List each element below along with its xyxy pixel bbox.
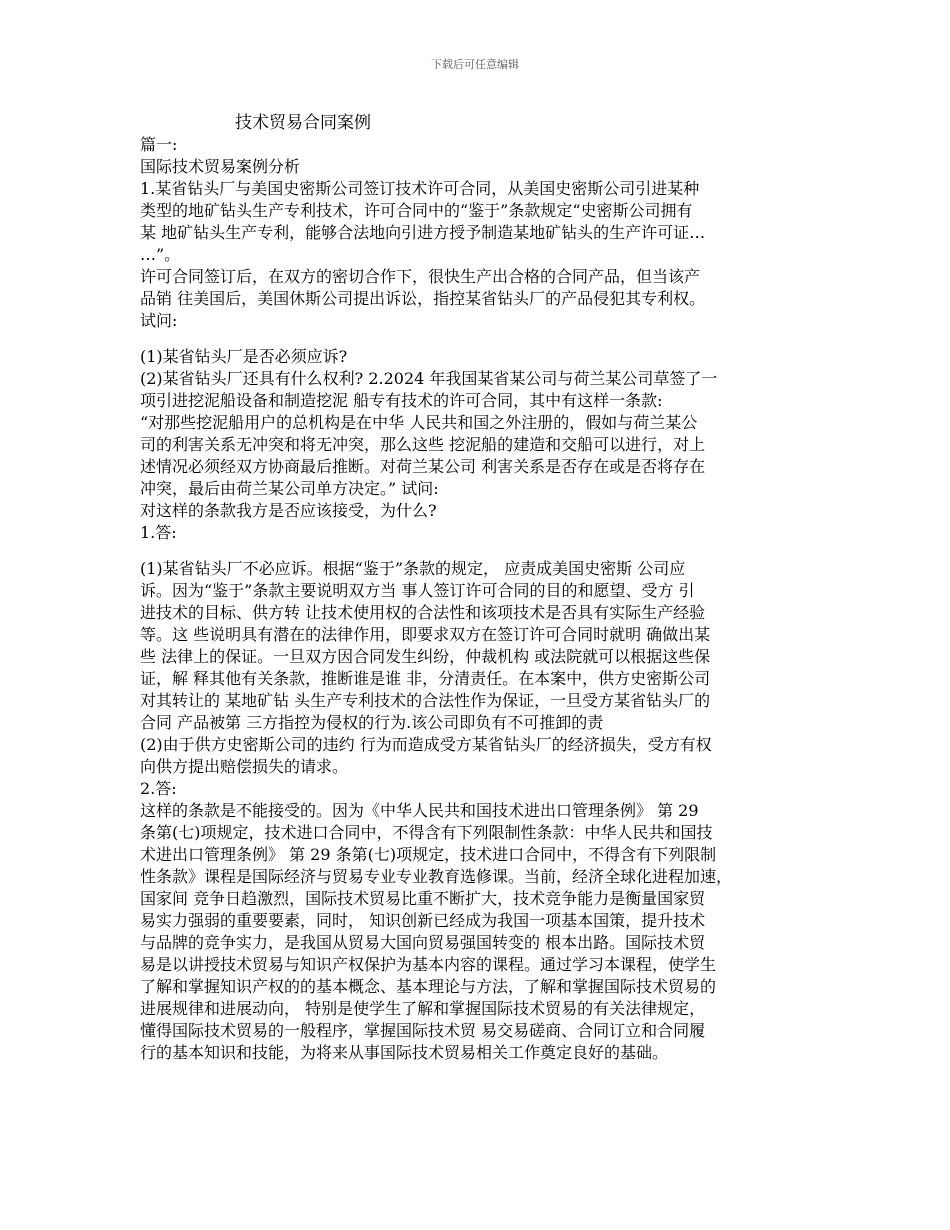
text-line: 类型的地矿钻头生产专利技术，许可合同中的“鉴于”条款规定“史密斯公司拥有 bbox=[140, 201, 693, 220]
text-line: 篇一: bbox=[140, 135, 178, 154]
blank-line bbox=[140, 544, 830, 558]
text-line: 条第(七)项规定，技术进口合同中，不得含有下列限制性条款：中华人民共和国技 bbox=[140, 823, 713, 842]
text-line: 易实力强弱的重要要素，同时， 知识创新已经成为我国一项基本国策，提升技术 bbox=[140, 911, 706, 930]
text-line: 冲突，最后由荷兰某公司单方决定。” 试问: bbox=[140, 479, 439, 498]
text-line: 许可合同签订后，在双方的密切合作下，很快生产出合格的合同产品，但当该产 bbox=[140, 267, 701, 286]
page-header-note: 下载后可任意编辑 bbox=[431, 58, 519, 71]
text-line: 对其转让的 某地矿钻 头生产专利技术的合法性作为保证，一旦受方某省钻头厂的 bbox=[140, 691, 711, 710]
text-line: …”。 bbox=[140, 245, 181, 264]
document-text bbox=[140, 134, 830, 1064]
text-line: 品销 往美国后，美国休斯公司提出诉讼，指控某省钻头厂的产品侵犯其专利权。 bbox=[140, 289, 706, 308]
document-title: 技术贸易合同案例 bbox=[235, 113, 371, 133]
text-line: 对这样的条款我方是否应该接受，为什么? bbox=[140, 501, 437, 520]
text-line: 向供方提出赔偿损失的请求。 bbox=[140, 757, 349, 776]
text-line: 1.答: bbox=[140, 523, 177, 542]
text-line: 行的基本知识和技能，为将来从事国际技术贸易相关工作奠定良好的基础。 bbox=[140, 1043, 669, 1062]
text-line: (1)某省钻头厂不必应诉。根据“鉴于”条款的规定， 应责成美国史密斯 公司应 bbox=[140, 559, 686, 578]
text-line: 这样的条款是不能接受的。因为《中华人民共和国技术进出口管理条例》 第 29 bbox=[140, 801, 699, 820]
text-line: 司的利害关系无冲突和将无冲突，那么这些 挖泥船的建造和交船可以进行，对上 bbox=[140, 435, 706, 454]
text-line: 2.答: bbox=[140, 779, 177, 798]
text-line: 证，解 释其他有关条款，推断谁是谁 非，分清责任。在本案中，供方史密斯公司 bbox=[140, 669, 711, 688]
text-line: 某 地矿钻头生产专利，能够合法地向引进方授予制造某地矿钻头的生产许可证… bbox=[140, 223, 706, 242]
text-line: 国际技术贸易案例分析 bbox=[140, 157, 301, 176]
document-body bbox=[140, 112, 830, 1064]
text-line: 些 法律上的保证。一旦双方因合同发生纠纷，仲裁机构 或法院就可以根据这些保 bbox=[140, 647, 711, 666]
text-line: 懂得国际技术贸易的一般程序，掌握国际技术贸 易交易磋商、合同订立和合同履 bbox=[140, 1021, 706, 1040]
text-line: 1.某省钻头厂与美国史密斯公司签订技术许可合同，从美国史密斯公司引进某种 bbox=[140, 179, 700, 198]
text-line: 诉。因为“鉴于”条款主要说明双方当 事人签订许可合同的目的和愿望、受方 引 bbox=[140, 581, 695, 600]
text-line: (2)某省钻头厂还具有什么权利? 2.2024 年我国某省某公司与荷兰某公司草签了一 bbox=[140, 369, 718, 388]
text-line: 与品牌的竞争实力，是我国从贸易大国向贸易强国转变的 根本出路。国际技术贸 bbox=[140, 933, 706, 952]
text-line: 进展规律和进展动向， 特别是使学生了解和掌握国际技术贸易的有关法律规定， bbox=[140, 999, 706, 1018]
text-line: 述情况必须经双方协商最后推断。对荷兰某公司 利害关系是否存在或是否将存在 bbox=[140, 457, 706, 476]
blank-line bbox=[140, 332, 830, 346]
text-line: 进技术的目标、供方转 让技术使用权的合法性和该项技术是否具有实际生产经验 bbox=[140, 603, 706, 622]
text-line: (2)由于供方史密斯公司的违约 行为而造成受方某省钻头厂的经济损失，受方有权 bbox=[140, 735, 712, 754]
text-line: “对那些挖泥船用户的总机构是在中华 人民共和国之外注册的，假如与荷兰某公 bbox=[140, 413, 698, 432]
text-line: 性条款》课程是国际经济与贸易专业专业教育选修课。当前，经济全球化进程加速， bbox=[140, 867, 733, 886]
text-line: 项引进挖泥船设备和制造挖泥 船专有技术的许可合同，其中有这样一条款: bbox=[140, 391, 663, 410]
text-line: 合同 产品被第 三方指控为侵权的行为.该公司即负有不可推卸的责 bbox=[140, 713, 604, 732]
text-line: 试问: bbox=[140, 311, 178, 330]
text-line: 易是以讲授技术贸易与知识产权保护为基本内容的课程。通过学习本课程，使学生 bbox=[140, 955, 717, 974]
text-line: 术进出口管理条例》 第 29 条第(七)项规定，技术进口合同中，不得含有下列限制 bbox=[140, 845, 717, 864]
text-line: 等。这 些说明具有潜在的法律作用，即要求双方在签订许可合同时就明 确做出某 bbox=[140, 625, 711, 644]
text-line: 了解和掌握知识产权的的基本概念、基本理论与方法，了解和掌握国际技术贸易的 bbox=[140, 977, 717, 996]
text-line: (1)某省钻头厂是否必须应诉? bbox=[140, 347, 348, 366]
text-line: 国家间 竞争日趋激烈，国际技术贸易比重不断扩大，技术竞争能力是衡量国家贸 bbox=[140, 889, 706, 908]
